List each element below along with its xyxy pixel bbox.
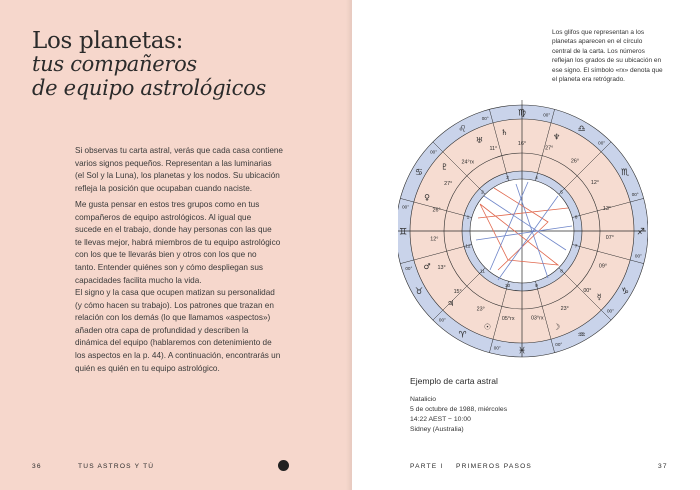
house-number: 6	[574, 215, 578, 221]
running-title-right: PRIMEROS PASOS	[456, 463, 533, 470]
ring-degree-label: 00°	[606, 308, 614, 314]
house-number: 10	[504, 284, 511, 290]
paragraph-line: El signo y la casa que ocupen matizan su personalidad	[75, 288, 275, 297]
part-label: PARTE I	[410, 463, 444, 470]
planet-degree-label: 24°rx	[461, 159, 475, 166]
planet-glyph: ♆	[552, 132, 561, 142]
paragraph-3	[75, 287, 290, 375]
house-number: 4	[535, 175, 538, 181]
zodiac-sign-glyph: ♐	[636, 227, 646, 238]
ring-degree-label: 00°	[481, 115, 489, 121]
zodiac-sign-glyph: ♈	[458, 330, 467, 341]
paragraph-1	[75, 145, 290, 195]
paragraph-line: los aspectos en la p. 44). A continuación, encontrarás un	[75, 350, 281, 360]
page-number-left: 36	[32, 463, 42, 470]
page-subtitle-line-1: tus compañeros	[32, 52, 197, 76]
annotation-line: ese signo. El símbolo «rx» denota que	[552, 66, 663, 74]
chart-caption-line: 14:22 AEST − 10:00	[410, 416, 471, 423]
zodiac-sign-glyph: ♋	[414, 168, 423, 178]
house-number: 1	[466, 215, 470, 221]
planet-degree-label: 07°	[605, 235, 614, 242]
planet-degree-label: 00°	[583, 287, 592, 294]
planet-glyph: ♇	[441, 162, 449, 172]
paragraph-line: te llevas mejor, habrá miembros de tu equipo astrológico	[75, 237, 281, 247]
planet-degree-label: 27°	[444, 181, 453, 188]
planet-degree-label: 26°	[432, 207, 441, 214]
house-number: 11	[479, 269, 485, 275]
chart-caption-line: Sidney (Australia)	[410, 426, 464, 433]
ring-degree-label: 00°	[631, 192, 639, 198]
planet-degree-label: 13°	[437, 264, 446, 271]
planet-glyph: ☉	[483, 322, 492, 332]
planet-degree-label: 13°	[602, 206, 612, 213]
zodiac-sign-glyph: ♒	[577, 330, 586, 341]
planet-glyph: ☽	[552, 322, 561, 332]
paragraph-line: (y cómo hacen su trabajo). Los patrones que trazan en	[75, 300, 274, 310]
house-number: 7	[574, 244, 578, 250]
house-number: 3	[506, 175, 509, 181]
chart-caption-line: Natalicio	[410, 396, 437, 403]
page-number-right: 37	[658, 463, 668, 470]
paragraph-line: sucede en el trabajo, donde hay personas con las que	[75, 225, 272, 235]
house-number: 2	[481, 190, 484, 196]
ring-degree-label: 00°	[493, 345, 501, 351]
planet-degree-label: 12°	[430, 236, 439, 243]
planet-degree-label: 27°	[545, 145, 554, 152]
planet-degree-label: 15°	[453, 289, 462, 296]
running-title-left: TUS ASTROS Y TÚ	[78, 463, 155, 470]
planet-degree-label: 16°	[517, 141, 527, 147]
paragraph-line: capacidades facilita mucho la vida.	[75, 275, 202, 285]
planet-glyph: ♄	[500, 128, 509, 138]
ring-degree-label: 00°	[543, 112, 551, 118]
page-dot-marker	[278, 460, 289, 471]
planet-glyph: ♂	[423, 262, 431, 272]
planet-degree-label: 05°rx	[501, 315, 515, 322]
planet-degree-label: 11°	[489, 145, 498, 152]
paragraph-line: relación con los demás (lo que llamamos «aspectos»)	[75, 313, 271, 323]
paragraph-line: quién es quién en tu equipo astrológico.	[75, 363, 220, 373]
zodiac-sign-glyph: ♌	[458, 124, 467, 135]
planet-degree-label: 26°	[570, 158, 580, 165]
paragraph-line: Si observas tu carta astral, verás que cada casa contiene	[75, 146, 283, 155]
zodiac-sign-glyph: ♑	[621, 287, 630, 297]
paragraph-line: varios signos pequeños. Representan a las luminarias	[75, 158, 272, 168]
zodiac-sign-glyph: ♏	[621, 168, 630, 178]
annotation-line: planetas aparecen en el círculo	[552, 38, 643, 46]
chart-caption-title: Ejemplo de carta astral	[410, 376, 498, 386]
house-number: 12	[465, 244, 471, 250]
paragraph-line: con los que te llevarás bien y otros con los que no	[75, 250, 257, 260]
ring-degree-label: 00°	[634, 253, 642, 259]
planet-glyph: ♅	[475, 135, 483, 145]
planet-degree-label: 09°	[598, 263, 608, 270]
page-title: Los planetas:	[32, 28, 184, 54]
paragraph-2	[75, 199, 290, 287]
planet-degree-label: 03°rx	[530, 315, 544, 322]
ring-degree-label: 00°	[598, 140, 606, 146]
planet-degree-label: 23°	[476, 306, 485, 313]
zodiac-sign-glyph: ♎	[577, 124, 586, 135]
zodiac-sign-glyph: ♉	[414, 287, 423, 297]
zodiac-sign-glyph: ♊	[398, 227, 408, 238]
planet-glyph: ☿	[596, 292, 602, 302]
annotation-line: central de la carta. Los números	[552, 47, 645, 55]
paragraph-line: añaden otra capa de profundidad y describen la	[75, 325, 249, 335]
paragraph-line: refleja la posición que ocupaban cuando naciste.	[75, 183, 253, 193]
paragraph-line: tanto. Entender quiénes son y cómo despliegan sus	[75, 262, 263, 272]
paragraph-line: dinámica del equipo (hablaremos con detenimiento de	[75, 338, 272, 348]
annotation-line: Los glifos que representan a los	[552, 29, 645, 36]
house-number: 9	[535, 284, 538, 290]
annotation-line: reflejan los grados de su ubicación en	[552, 57, 662, 65]
planet-degree-label: 23°	[560, 305, 569, 312]
paragraph-line: Me gusta pensar en estos tres grupos como en tus	[75, 200, 260, 209]
ring-degree-label: 00°	[405, 265, 413, 271]
ring-degree-label: 00°	[402, 204, 410, 210]
planet-degree-label: 12°	[590, 179, 600, 186]
planet-glyph: ♀	[424, 192, 431, 202]
page-subtitle-line-2: de equipo astrológicos	[32, 76, 266, 100]
house-number: 5	[560, 190, 563, 196]
planet-glyph: ♃	[446, 298, 455, 308]
ring-degree-label: 00°	[438, 317, 446, 323]
paragraph-line: (el Sol y la Luna), los planetas y los nodos. Su ubicación	[75, 171, 280, 181]
chart-caption-line: 5 de octubre de 1988, miércoles	[410, 406, 508, 413]
zodiac-sign-glyph: ♓	[517, 346, 527, 357]
zodiac-sign-glyph: ♍	[517, 108, 527, 119]
chart-annotation	[552, 28, 692, 84]
annotation-line: el planeta era retrógrado.	[552, 76, 625, 84]
paragraph-line: compañeros de equipo astrológicos. Al igual que	[75, 212, 252, 222]
house-number: 8	[560, 269, 563, 275]
ring-degree-label: 00°	[555, 342, 563, 348]
ring-degree-label: 00°	[430, 149, 438, 155]
natal-chart	[398, 100, 648, 362]
